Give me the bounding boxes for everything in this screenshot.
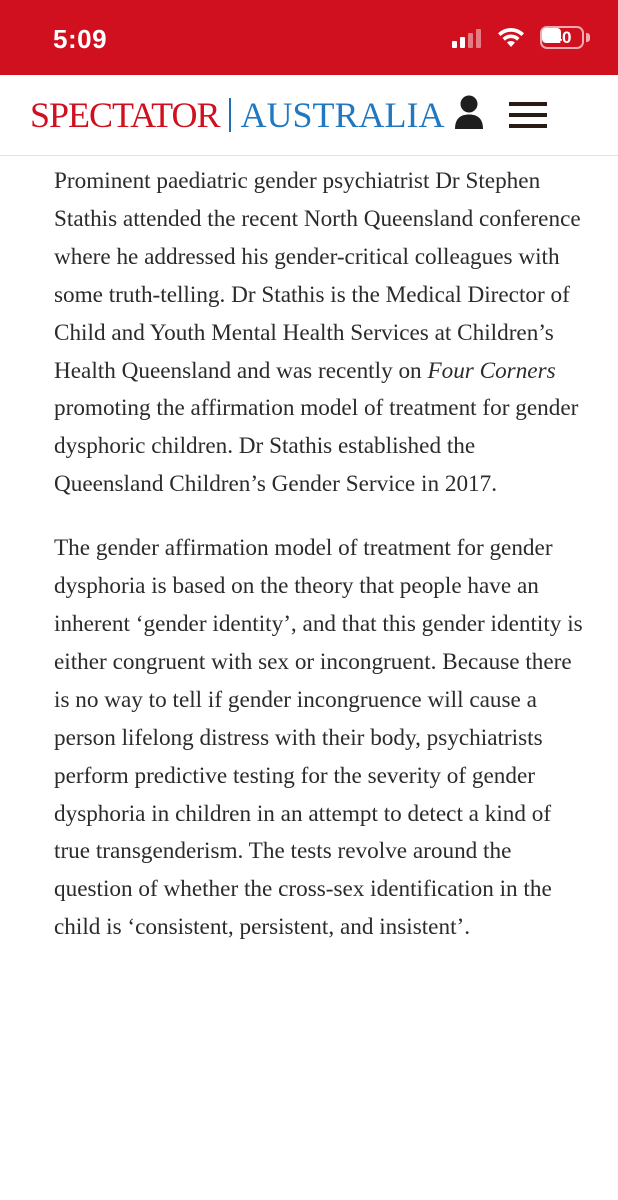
battery-icon bbox=[540, 26, 592, 49]
hamburger-menu-icon[interactable] bbox=[509, 98, 547, 132]
wifi-icon bbox=[496, 25, 526, 49]
paragraph-1-text-a: Prominent paediatric gender psychiatrist Dr Stephen Stathis attended the recent North Queensland conference where he addressed his gender-critical colleagues with some truth-telling. Dr Stathis is the Medical Director of Child and Youth Mental Health Services at Children’s Health Queensland and was recently on bbox=[54, 168, 581, 384]
cellular-signal-icon bbox=[452, 28, 484, 48]
article-paragraph-1 bbox=[54, 163, 584, 504]
article-paragraph-2: The gender affirmation model of treatment for gender dysphoria is based on the theory that people have an inherent ‘gender identity’, and that this gender identity is either congruent with sex or incongruent. Because there is no way to tell if gender incongruence will cause a person lifelong distress with their body, psychiatrists perform predictive testing for the severity of gender dysphoria in children in an attempt to detect a kind of true transgenderism. The tests revolve around the question of whether the cross-sex identification in the child is ‘consistent, persistent, and insistent’. bbox=[54, 535, 583, 941]
four-corners-title: Four Corners bbox=[427, 357, 556, 384]
logo-spectator-text: SPECTATOR bbox=[30, 95, 220, 135]
logo-divider bbox=[229, 98, 231, 132]
status-time: 5:09 bbox=[53, 24, 108, 54]
logo-australia-text: AUSTRALIA bbox=[240, 95, 445, 135]
battery-level: 40 bbox=[552, 28, 572, 47]
spectator-australia-logo[interactable] bbox=[30, 95, 445, 135]
status-bar bbox=[0, 0, 618, 75]
site-header bbox=[0, 75, 618, 156]
user-icon[interactable] bbox=[452, 95, 486, 131]
article-body bbox=[54, 163, 584, 973]
paragraph-1-text-b: promoting the affirmation model of treatment for gender dysphoric children. Dr Stathis established the Queensland Children’s Gender Service in 2017. bbox=[54, 395, 579, 498]
